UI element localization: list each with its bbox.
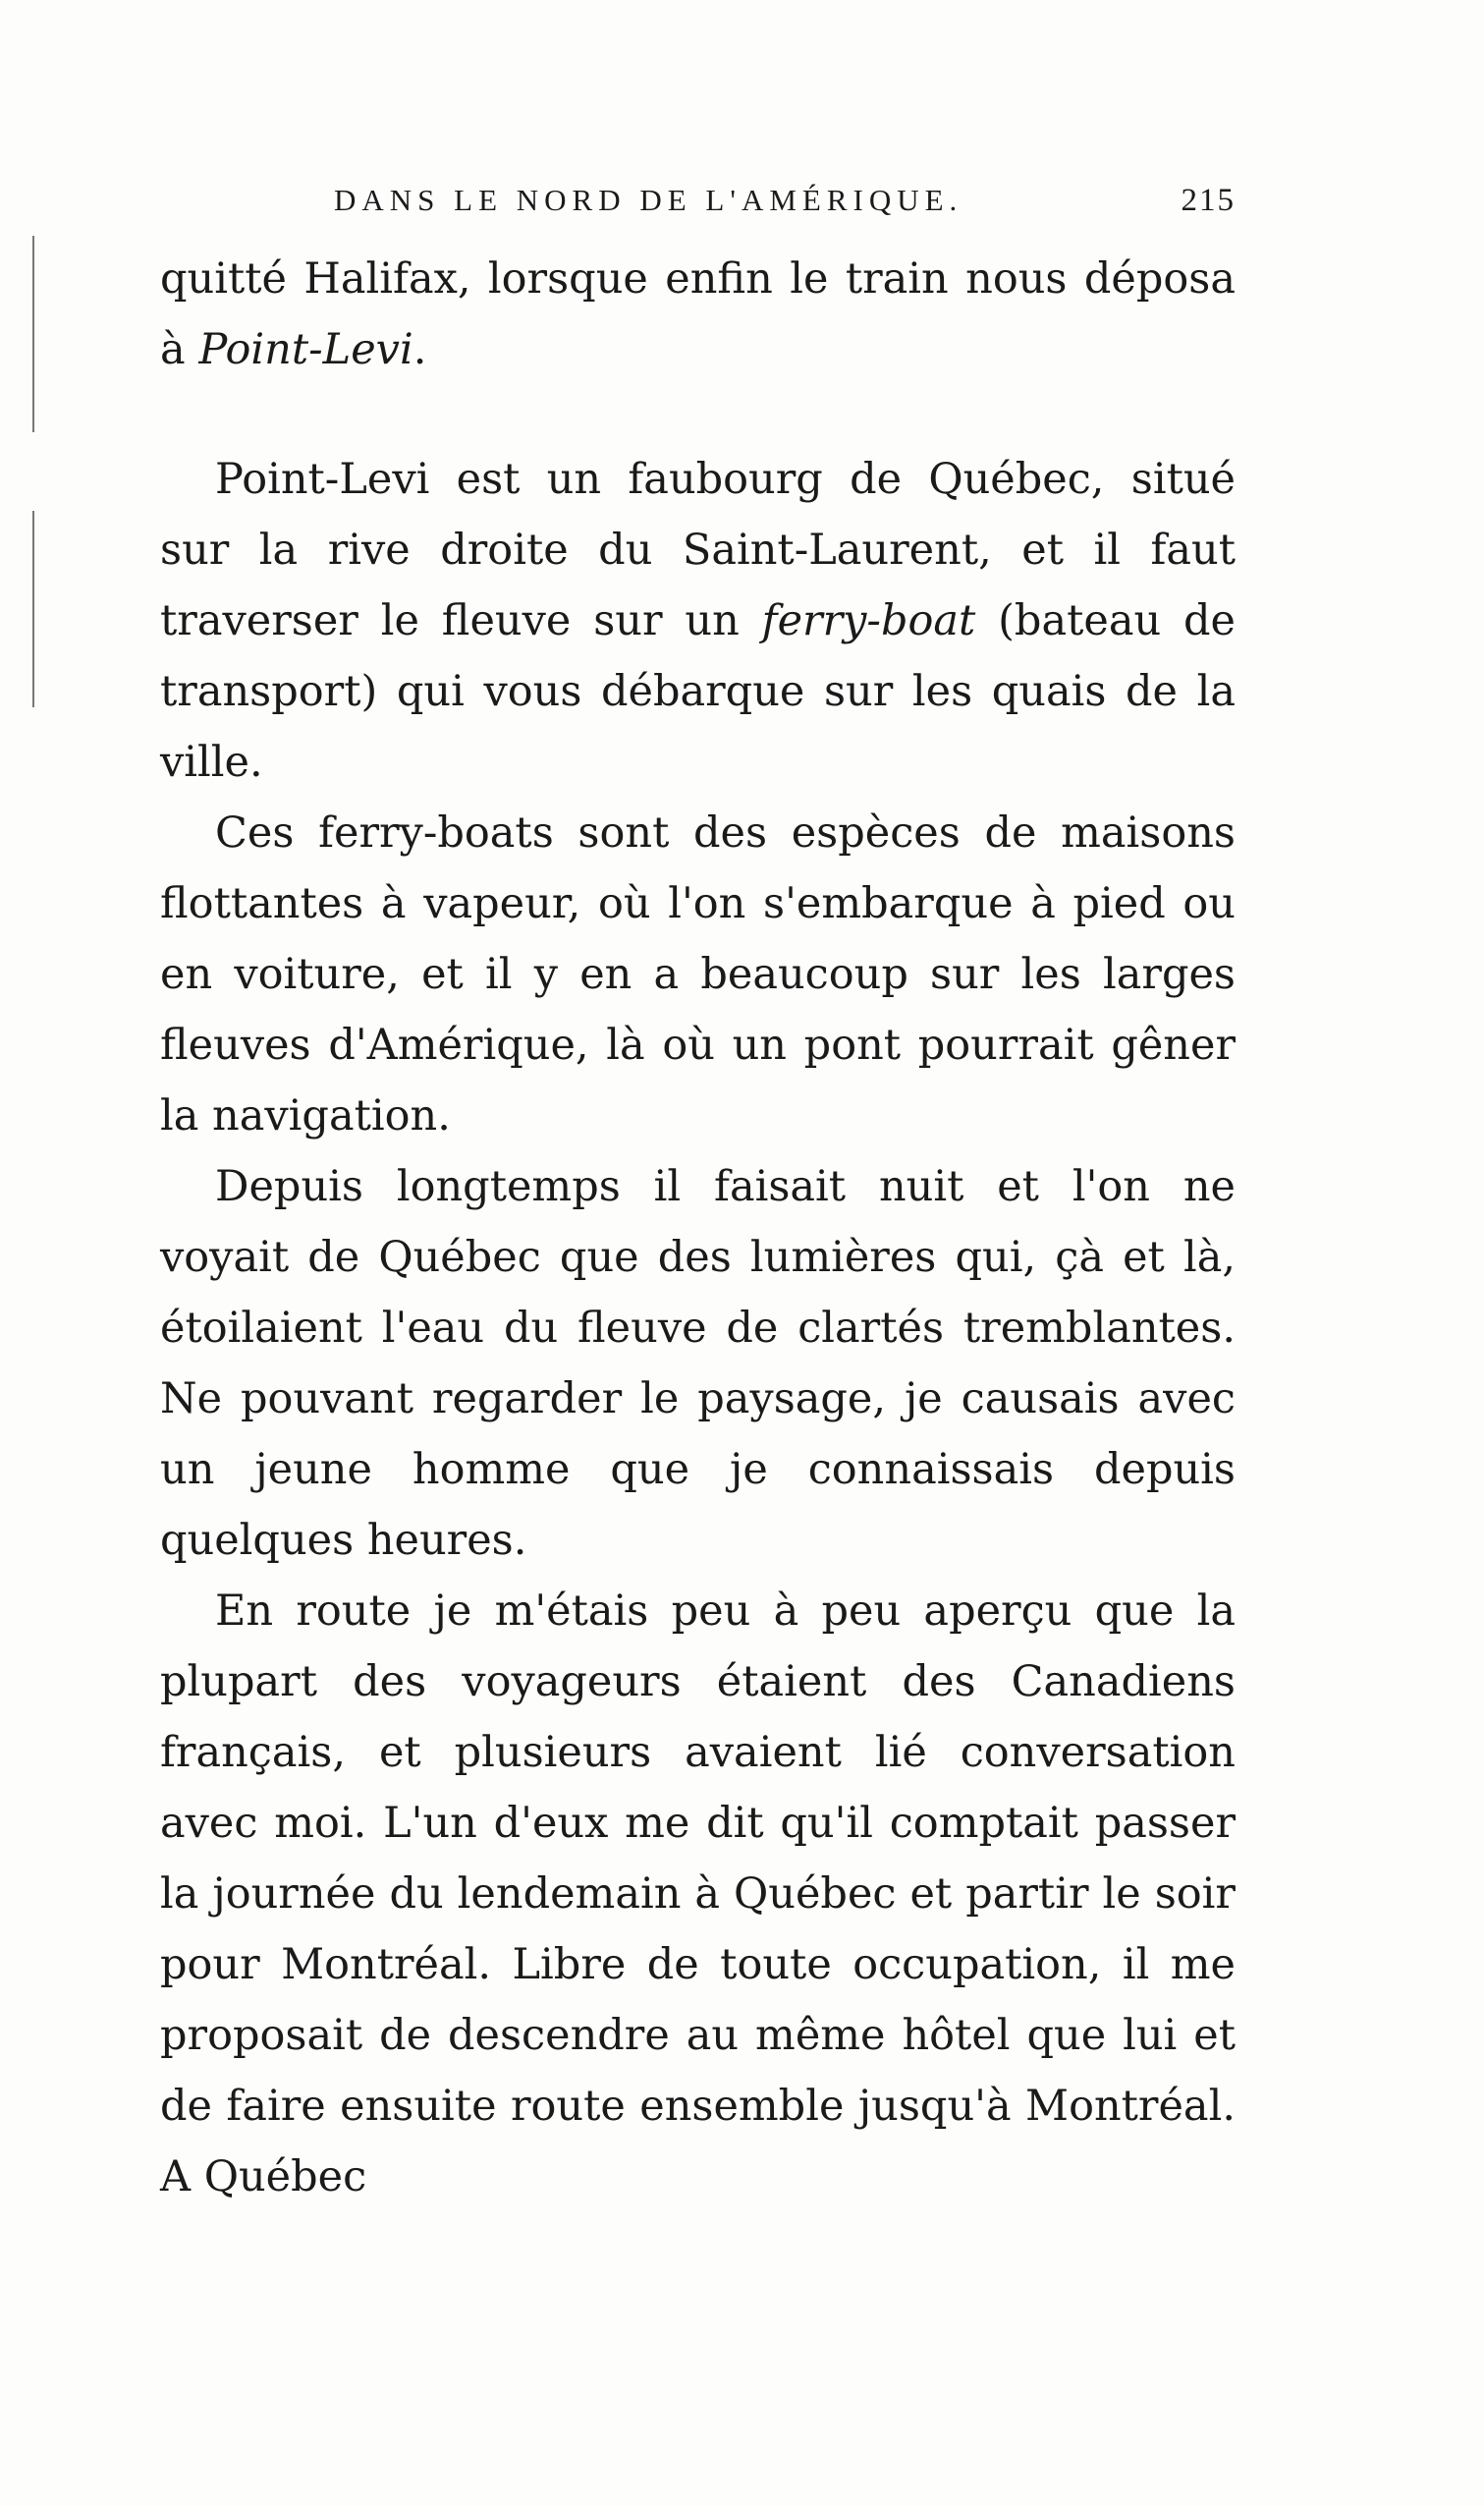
page-header [334,183,1236,232]
paragraph: En route je m'étais peu à peu aperçu que la plupart des voyageurs étaient des Canadiens français, et plusieurs avaient lié conversation avec moi. L'un d'eux me dit qu'il comptait passer la journée du lendemain à Québec et partir le soir pour Montréal. Libre de toute occupation, il me proposait de descendre au même hôtel que lui et de faire ensuite route ensemble jusqu'à Montréal. A Québec [160,1587,1236,2201]
body-text [160,244,1236,2212]
paragraph: quitté Halifax, lorsque enfin le train nous déposa à Point-Levi. [160,254,1236,374]
gutter-line [32,236,34,432]
gutter-line [32,511,34,707]
paragraph: Point-Levi est un faubourg de Québec, situé sur la rive droite du Saint-Laurent, et il faut traverser le fleuve sur un ferry-boat (bateau de transport) qui vous débarque sur les quais de la ville. [160,455,1236,787]
running-head: DANS LE NORD DE L'AMÉRIQUE. [334,183,963,217]
page-number: 215 [1181,183,1236,218]
paragraph: Ces ferry-boats sont des espèces de maisons flottantes à vapeur, où l'on s'embarque à pied ou en voiture, et il y en a beaucoup sur les larges fleuves d'Amérique, là où un pont pourrait gêner la navigation. [160,808,1236,1141]
paragraph: Depuis longtemps il faisait nuit et l'on ne voyait de Québec que des lumières qui, çà et là, étoilaient l'eau du fleuve de clartés tremblantes. Ne pouvant regarder le paysage, je causais avec un jeune homme que je connaissais depuis quelques heures. [160,1162,1236,1565]
